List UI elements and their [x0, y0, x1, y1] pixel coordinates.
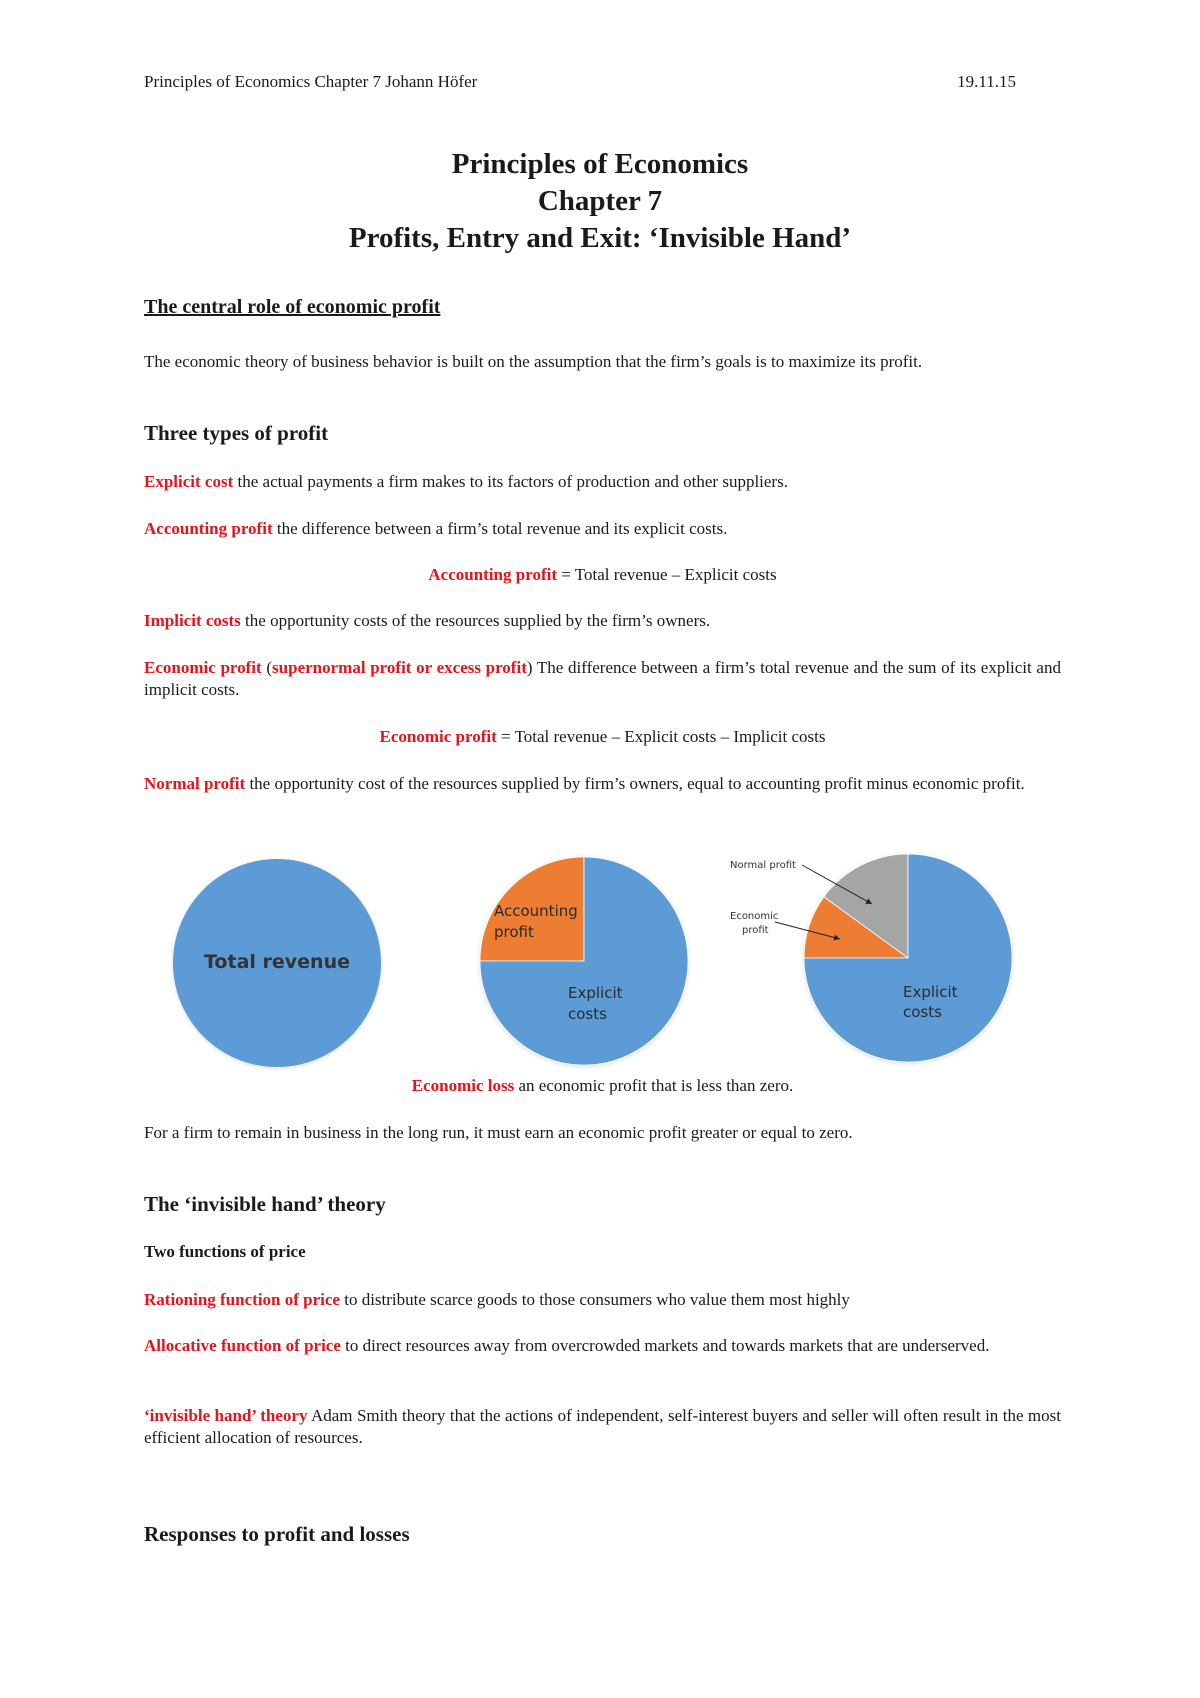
label-normal-profit: Normal profit [730, 860, 796, 871]
label-accounting-line2: profit [494, 923, 534, 941]
section-heading-central-role: The central role of economic profit [144, 296, 441, 318]
definition-rationing-function: Rationing function of price to distribute scarce goods to those consumers who value them most highly [144, 1290, 850, 1309]
label-economic-line2: profit [742, 925, 769, 936]
term-accounting-profit: Accounting profit [144, 519, 273, 538]
definition-economic-profit: Economic profit (supernormal profit or excess profit) The difference between a firm’s total revenue and the sum of its explicit and implicit costs. [144, 658, 1061, 699]
term-normal-profit: Normal profit [144, 774, 246, 793]
header-date: 19.11.15 [957, 72, 1016, 91]
label-explicit3-line2: costs [903, 1003, 942, 1021]
label-total-revenue: Total revenue [204, 951, 350, 973]
formula-economic-profit: Economic profit = Total revenue – Explicit costs – Implicit costs [379, 727, 826, 746]
definition-economic-loss: Economic loss an economic profit that is less than zero. [411, 1076, 794, 1095]
section-heading-invisible-hand: The ‘invisible hand’ theory [144, 1192, 386, 1216]
pie-charts-figure [0, 838, 1200, 1078]
term-explicit-cost: Explicit cost [144, 472, 234, 491]
formula-accounting-profit: Accounting profit = Total revenue – Explicit costs [428, 565, 777, 584]
definition-accounting-profit: Accounting profit the difference between a firm’s total revenue and its explicit costs. [144, 519, 728, 538]
label-explicit-line1: Explicit [568, 984, 623, 1002]
term-invisible-hand: ‘invisible hand’ theory [144, 1406, 308, 1425]
term-implicit-costs: Implicit costs [144, 611, 241, 630]
definition-explicit-cost: Explicit cost the actual payments a firm makes to its factors of production and other suppliers. [144, 472, 788, 491]
term-allocative-function: Allocative function of price [144, 1336, 341, 1355]
label-explicit3-line1: Explicit [903, 983, 958, 1001]
title-line-2: Chapter 7 [537, 185, 663, 217]
header-left: Principles of Economics Chapter 7 Johann Höfer [144, 72, 478, 91]
section-heading-responses: Responses to profit and losses [144, 1522, 410, 1546]
definition-normal-profit: Normal profit the opportunity cost of the resources supplied by firm’s owners, equal to accounting profit minus economic profit. [144, 774, 1025, 793]
definition-invisible-hand: ‘invisible hand’ theory Adam Smith theory that the actions of independent, self-interest buyers and seller will often result in the most efficient allocation of resources. [144, 1406, 1061, 1447]
paragraph-business-behavior: The economic theory of business behavior is built on the assumption that the firm’s goals is to maximize its profit. [144, 352, 923, 371]
section-heading-three-types: Three types of profit [144, 421, 329, 445]
term-economic-loss: Economic loss [411, 1076, 515, 1095]
title-line-1: Principles of Economics [451, 148, 749, 180]
subheading-two-functions: Two functions of price [144, 1242, 306, 1261]
label-economic-line1: Economic [730, 911, 779, 922]
paragraph-long-run: For a firm to remain in business in the long run, it must earn an economic profit greater or equal to zero. [144, 1123, 853, 1142]
pie-chart-economic [804, 854, 1012, 1062]
label-accounting-line1: Accounting [494, 902, 578, 920]
term-rationing-function: Rationing function of price [144, 1290, 340, 1309]
term-economic-profit: Economic profit [144, 658, 262, 677]
definition-allocative-function: Allocative function of price to direct resources away from overcrowded markets and towards markets that are underserved. [144, 1336, 990, 1355]
label-explicit-line2: costs [568, 1005, 607, 1023]
pie-chart-accounting [480, 857, 688, 1065]
title-line-3: Profits, Entry and Exit: ‘Invisible Hand’ [348, 222, 852, 254]
definition-implicit-costs: Implicit costs the opportunity costs of the resources supplied by the firm’s owners. [144, 611, 711, 630]
